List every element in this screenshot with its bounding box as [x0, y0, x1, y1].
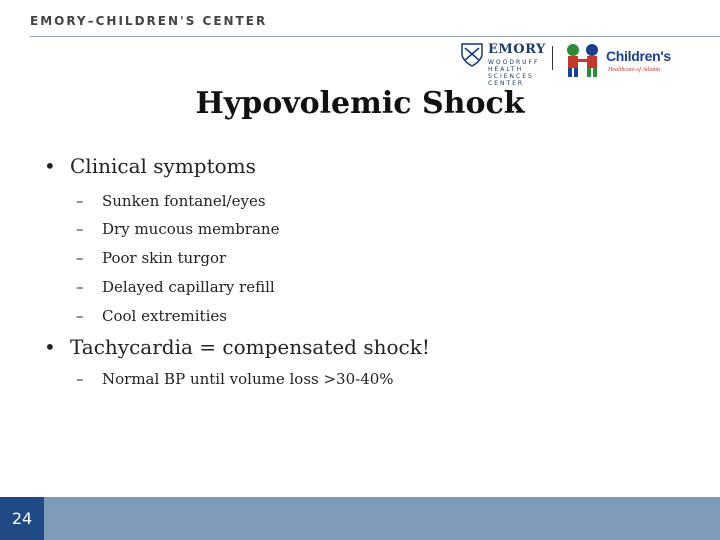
footer-bar [0, 497, 720, 540]
dash-icon: – [76, 278, 84, 296]
bullet-dot-icon: • [44, 335, 56, 359]
sub-bullet: – Dry mucous membrane [76, 220, 280, 238]
header-divider [30, 36, 720, 37]
childrens-wordmark: Children's [606, 48, 671, 64]
childrens-subtitle: Healthcare of Atlanta [608, 67, 660, 73]
sub-bullet: – Delayed capillary refill [76, 278, 275, 296]
org-header: EMORY–CHILDREN'S CENTER [30, 14, 268, 28]
slide-title: Hypovolemic Shock [195, 86, 525, 121]
emory-subtitle: WOODRUFF HEALTH SCIENCES CENTER [488, 59, 540, 87]
dash-icon: – [76, 307, 84, 325]
childrens-logo [562, 42, 686, 82]
logo-divider [552, 46, 553, 70]
bullet-1: • Clinical symptoms [44, 154, 256, 178]
slide-number: 24 [11, 509, 33, 528]
sub-bullet: – Cool extremities [76, 307, 227, 325]
emory-logo [460, 42, 546, 92]
bullet-2: • Tachycardia = compensated shock! [44, 335, 430, 359]
dash-icon: – [76, 370, 84, 388]
emory-shield-icon [460, 42, 484, 68]
sub-bullet: – Sunken fontanel/eyes [76, 192, 266, 210]
sub-bullet: – Normal BP until volume loss >30-40% [76, 370, 394, 388]
bullet-dot-icon: • [44, 154, 56, 178]
emory-wordmark: EMORY [488, 42, 546, 57]
dash-icon: – [76, 192, 84, 210]
dash-icon: – [76, 249, 84, 267]
sub-bullet: – Poor skin turgor [76, 249, 227, 267]
dash-icon: – [76, 220, 84, 238]
childrens-kids-icon [562, 42, 606, 80]
